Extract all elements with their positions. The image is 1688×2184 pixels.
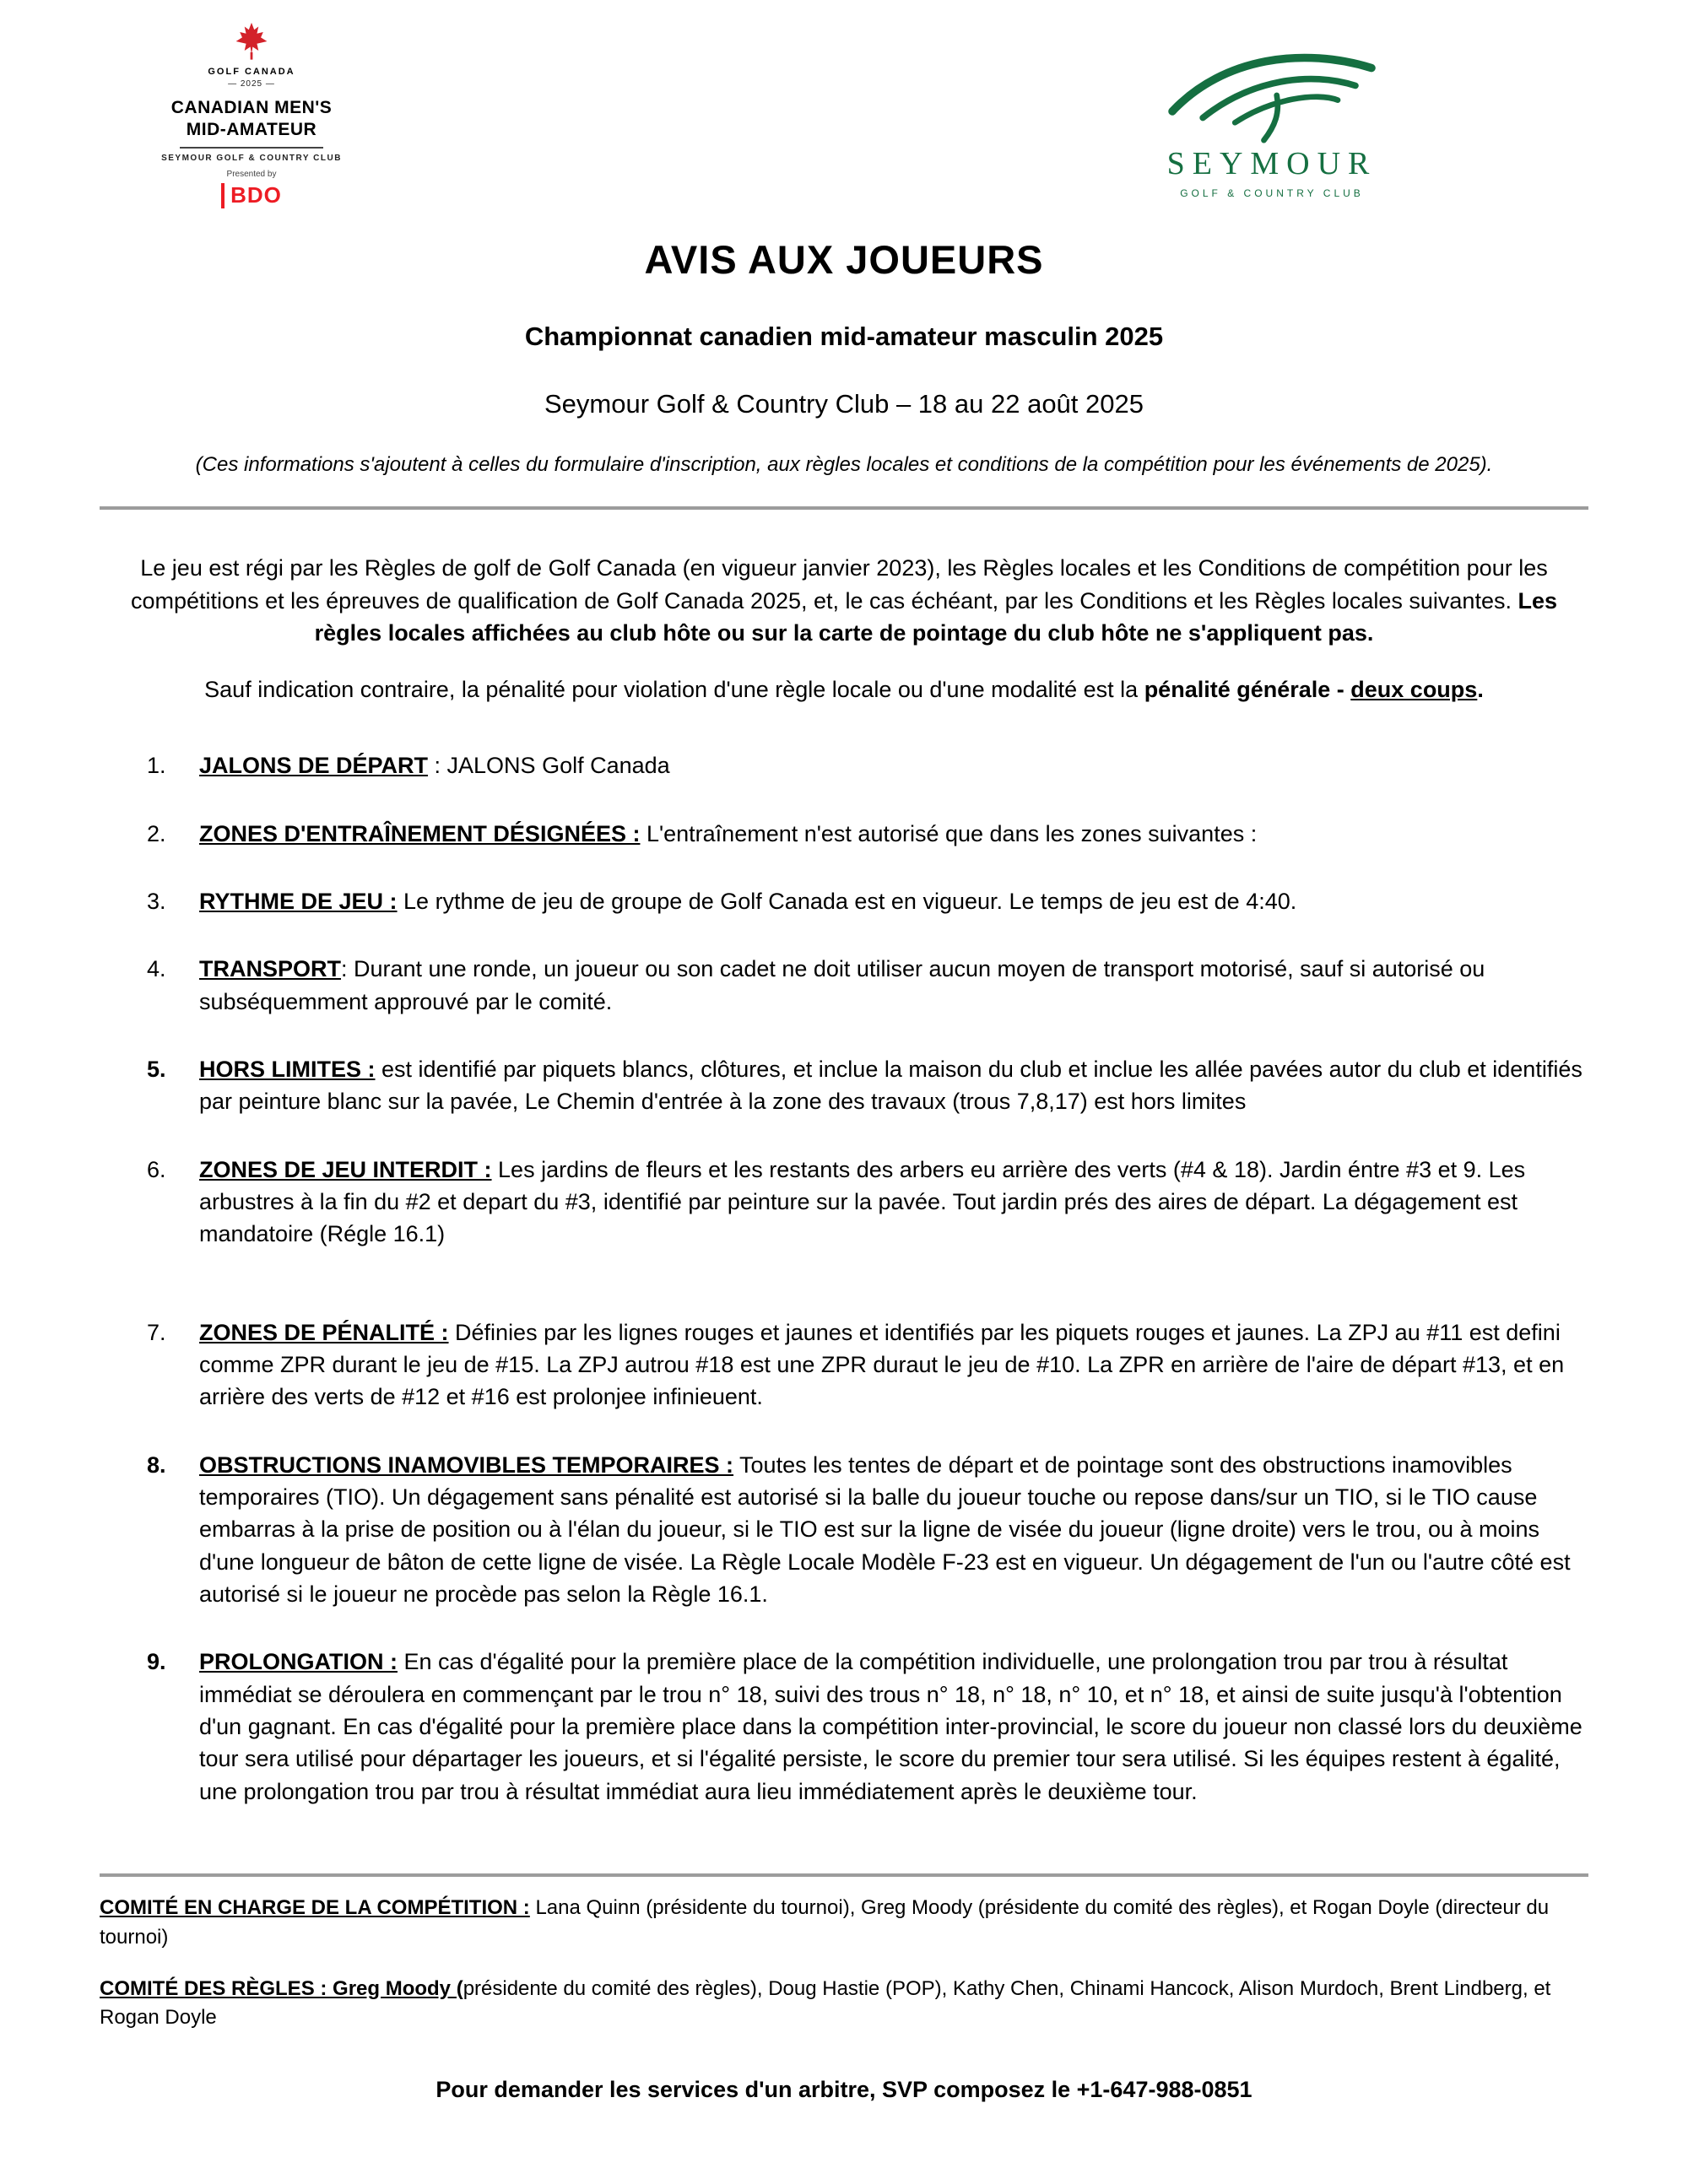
seymour-wordmark: SEYMOUR	[1166, 146, 1377, 181]
rule-heading: OBSTRUCTIONS INAMOVIBLES TEMPORAIRES :	[199, 1451, 734, 1478]
event-name-line1: CANADIAN MEN'S	[170, 97, 333, 117]
rules-committee-line	[100, 1975, 1588, 2034]
golf-canada-championship-logo	[133, 22, 370, 208]
competition-committee-heading: COMITÉ EN CHARGE DE LA COMPÉTITION :	[100, 1895, 530, 1919]
referee-contact-line: Pour demander les services d'un arbitre, SVP composez le +1-647-988-0851	[436, 2077, 1252, 2103]
intro-p2-underline: deux coups	[1350, 676, 1478, 702]
intro-p2-bold: pénalité générale -	[1144, 676, 1351, 702]
rule-text	[199, 1646, 1588, 1808]
rule-number: 8.	[147, 1451, 166, 1478]
seymour-tree-icon	[1162, 44, 1382, 143]
rule-heading: ZONES DE JEU INTERDIT :	[199, 1156, 492, 1182]
rule-text	[199, 749, 1588, 781]
top-divider	[100, 506, 1588, 510]
rule-body: : Durant une ronde, un joueur ou son cadet ne doit utiliser aucun moyen de transport motorisé, sauf si autorisé ou subséquemment approuvé par le comité.	[199, 956, 1485, 1014]
intro-p1-bold: Les règles locales affichées au club hôte ou sur la carte de pointage du club hôte ne s'appliquent pas.	[314, 587, 1557, 646]
rule-item-3	[100, 885, 1588, 917]
rule-body: Le rythme de jeu de groupe de Golf Canada est en vigueur. Le temps de jeu est de 4:40.	[397, 889, 1297, 915]
rule-heading: PROLONGATION :	[199, 1649, 398, 1675]
seymour-club-logo	[1133, 44, 1411, 199]
presented-by-label: Presented by	[226, 170, 277, 180]
rule-text	[199, 1316, 1588, 1414]
rule-item-7	[100, 1316, 1588, 1414]
rule-text	[199, 818, 1588, 850]
rule-heading: JALONS DE DÉPART	[199, 753, 429, 779]
rule-heading: HORS LIMITES :	[199, 1057, 376, 1083]
rule-heading: ZONES D'ENTRAÎNEMENT DÉSIGNÉES :	[199, 820, 641, 846]
rule-number: 9.	[147, 1649, 166, 1675]
rule-item-4	[100, 953, 1588, 1018]
rules-list	[100, 749, 1588, 1808]
competition-committee-members: Lana Quinn (présidente du tournoi), Greg Moody (présidente du comité des règles), et Rogan Doyle (directeur du tournoi)	[100, 1895, 1550, 1949]
rule-body: : JALONS Golf Canada	[428, 753, 670, 779]
rule-heading: TRANSPORT	[199, 956, 341, 982]
logo-divider	[180, 147, 323, 149]
rules-committee-heading: COMITÉ DES RÈGLES : Greg Moody (	[100, 1976, 463, 2000]
rule-item-2	[100, 818, 1588, 850]
rule-body: Les jardins de fleurs et les restants des arbers eu arrière des verts (#4 & 18). Jardin éntre #3 et 9. Les arbustres à la fin du #2 et depart du #3, identifié par peinture sur la pavée. Tout jardin prés des aires de départ. La dégagement est mandatoire (Régle 16.1)	[199, 1156, 1526, 1247]
rule-number: 6.	[147, 1156, 166, 1182]
maple-leaf-icon	[232, 22, 271, 61]
intro-p2-period: .	[1477, 676, 1484, 702]
rule-item-6	[100, 1154, 1588, 1251]
rules-committee-members: présidente du comité des règles), Doug Hastie (POP), Kathy Chen, Chinami Hancock, Alison Murdoch, Brent Lindberg, et Rogan Doyle	[100, 1976, 1551, 2030]
rule-body: L'entraînement n'est autorisé que dans les zones suivantes :	[640, 820, 1258, 846]
page-title: AVIS AUX JOUEURS	[644, 237, 1044, 282]
rule-text	[199, 1154, 1588, 1251]
host-club-name: SEYMOUR GOLF & COUNTRY CLUB	[161, 153, 342, 163]
intro-p1-text: Le jeu est régi par les Règles de golf de Golf Canada (en vigueur janvier 2023), les Règles locales et les Conditions de compétition pour les compétitions et les épreuves de qualification de Golf Canada 2025, et, le cas échéant, par les Conditions et les Règles locales suivantes.	[131, 555, 1548, 614]
rule-heading: RYTHME DE JEU :	[199, 889, 398, 915]
rule-body: Définies par les lignes rouges et jaunes et identifiés par les piquets rouges et jaunes. La ZPJ au #11 est defini comme ZPR durant le jeu de #15. La ZPJ autrou #18 est une ZPR duraut le jeu de #10. La ZPR en arrière de l'aire de départ #13, et en arrière des verts de #12 et #16 est prolonjee infinieuent.	[199, 1319, 1565, 1410]
rule-number: 3.	[147, 889, 166, 915]
rule-text	[199, 885, 1588, 917]
rule-item-1	[100, 749, 1588, 781]
event-name-line2: MID-AMATEUR	[186, 119, 317, 139]
bdo-sponsor-logo: BDO	[221, 183, 282, 208]
rule-number: 5.	[147, 1057, 166, 1083]
rule-heading: ZONES DE PÉNALITÉ :	[199, 1319, 449, 1345]
rule-body: est identifié par piquets blancs, clôtures, et inclue la maison du club et inclue les allée pavées autor du club et identifiés par peinture blanc sur la pavée, Le Chemin d'entrée à la zone des travaux (trous 7,8,17) est hors limites	[199, 1057, 1582, 1115]
rule-number: 2.	[147, 820, 166, 846]
intro-paragraph-2	[100, 673, 1588, 706]
rule-body: Toutes les tentes de départ et de pointage sont des obstructions inamovibles temporaires (TIO). Un dégagement sans pénalité est autorisé si la balle du joueur touche ou repose dans/sur un TIO, si le TIO cause embarras à la prise de position ou à l'élan du joueur, si le TIO est sur la ligne de visée du joueur (ligne droite) vers le trou, ou à moins d'une longueur de bâton de cette ligne de visée. La Règle Locale Modèle F-23 est en vigueur. Un dégagement de l'un ou l'autre côté est autorisé si le joueur ne procède pas selon la Règle 16.1.	[199, 1451, 1571, 1608]
rule-item-5	[100, 1053, 1588, 1118]
intro-p2-text: Sauf indication contraire, la pénalité pour violation d'une règle locale ou d'une modalité est la	[204, 676, 1144, 702]
rule-item-8	[100, 1449, 1588, 1611]
seymour-subtitle: GOLF & COUNTRY CLUB	[1180, 187, 1364, 199]
rule-number: 1.	[147, 753, 166, 779]
competition-committee-line	[100, 1894, 1588, 1953]
rule-number: 4.	[147, 956, 166, 982]
rule-body: En cas d'égalité pour la première place de la compétition individuelle, une prolongation trou par trou à résultat immédiat se déroulera en commençant par le trou n° 18, suivi des trous n° 18, n° 18, n° 10, et n° 18, et ainsi de suite jusqu'à l'obtention d'un gagnant. En cas d'égalité pour la première place dans la compétition inter-provincial, le score du joueur non classé lors du deuxième tour sera utilisé pour départager les joueurs, et si l'égalité persiste, le score du premier tour sera utilisé. Si les équipes restent à égalité, une prolongation trou par trou à résultat immédiat aura lieu immédiatement après le deuxième tour.	[199, 1649, 1582, 1804]
rule-text	[199, 1053, 1588, 1118]
venue-dates-subtitle: Seymour Golf & Country Club – 18 au 22 août 2025	[544, 389, 1144, 419]
bottom-divider	[100, 1873, 1588, 1877]
rule-item-9	[100, 1646, 1588, 1808]
intro-paragraph-1	[100, 552, 1588, 650]
rule-text	[199, 953, 1588, 1018]
logo-year: — 2025 —	[228, 79, 275, 89]
championship-subtitle: Championnat canadien mid-amateur masculin 2025	[524, 322, 1164, 351]
rule-number: 7.	[147, 1319, 166, 1345]
rule-text	[199, 1449, 1588, 1611]
intro-note: (Ces informations s'ajoutent à celles du formulaire d'inscription, aux règles locales et conditions de la compétition pour les événements de 2025).	[195, 453, 1493, 476]
header	[100, 0, 1588, 230]
golf-canada-wordmark: GOLF CANADA	[208, 67, 295, 78]
